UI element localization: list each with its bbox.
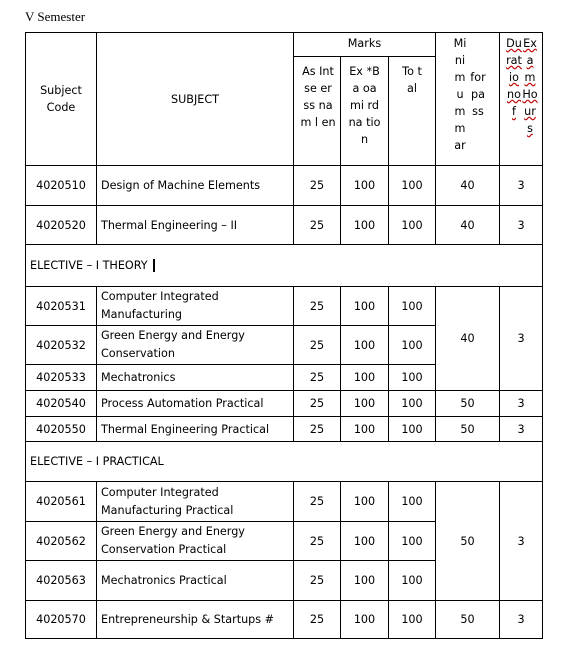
subject-code-cell: 4020510 xyxy=(26,166,97,206)
duration-cell: 3 xyxy=(500,166,543,206)
duration-col-a: Du rat io no f xyxy=(506,37,522,118)
section-title xyxy=(26,442,543,482)
subject-name-cell: Design of Machine Elements xyxy=(97,166,294,206)
subject-code-cell: 4020540 xyxy=(26,391,97,417)
duration-cell: 3 xyxy=(500,287,543,391)
duration-cell: 3 xyxy=(500,601,543,639)
table-row xyxy=(26,417,543,442)
table-row xyxy=(26,287,543,326)
board-marks-cell: 100 xyxy=(341,561,389,601)
subject-name-cell: Mechatronics xyxy=(97,365,294,391)
subject-code-cell: 4020520 xyxy=(26,206,97,245)
table-row xyxy=(26,206,543,245)
total-marks-cell: 100 xyxy=(389,417,436,442)
section-row-elective-practical xyxy=(26,442,543,482)
subject-name-cell: Process Automation Practical xyxy=(97,391,294,417)
internal-marks-cell: 25 xyxy=(294,326,341,365)
min-marks-cell: 40 xyxy=(436,206,500,245)
internal-marks-cell: 25 xyxy=(294,522,341,561)
subject-code-cell: 4020570 xyxy=(26,601,97,639)
table-row xyxy=(26,391,543,417)
internal-marks-cell: 25 xyxy=(294,561,341,601)
duration-cell: 3 xyxy=(500,391,543,417)
header-internal: As Intse er ss na m l en xyxy=(294,57,341,166)
min-marks-cell: 50 xyxy=(436,482,500,601)
total-marks-cell: 100 xyxy=(389,601,436,639)
section-row-elective-theory xyxy=(26,245,543,287)
board-marks-cell: 100 xyxy=(341,601,389,639)
header-subject-code: Subject Code xyxy=(26,33,97,166)
internal-marks-cell: 25 xyxy=(294,166,341,206)
subject-name-cell: Green Energy and Energy Conservation xyxy=(97,326,294,365)
subject-code-cell: 4020563 xyxy=(26,561,97,601)
subject-name-cell: Computer Integrated Manufacturing xyxy=(97,287,294,326)
subject-code-cell: 4020550 xyxy=(26,417,97,442)
internal-marks-cell: 25 xyxy=(294,206,341,245)
header-marks: Marks xyxy=(294,33,436,57)
internal-marks-cell: 25 xyxy=(294,287,341,326)
internal-marks-cell: 25 xyxy=(294,601,341,639)
total-marks-cell: 100 xyxy=(389,326,436,365)
subject-name-cell: Thermal Engineering – II xyxy=(97,206,294,245)
subject-code-cell: 4020562 xyxy=(26,522,97,561)
board-marks-cell: 100 xyxy=(341,365,389,391)
board-marks-cell: 100 xyxy=(341,287,389,326)
scheme-table xyxy=(25,32,543,639)
section-title xyxy=(26,245,543,287)
header-board-exam: Ex *Ba oa mi rd na tio n xyxy=(341,57,389,166)
subject-code-cell: 4020561 xyxy=(26,482,97,522)
subject-name-cell: Computer Integrated Manufacturing Practical xyxy=(97,482,294,522)
board-marks-cell: 100 xyxy=(341,206,389,245)
header-row-1 xyxy=(26,33,543,57)
table-row xyxy=(26,166,543,206)
duration-col-b: Ex a m Ho ur s xyxy=(522,37,538,135)
board-marks-cell: 100 xyxy=(341,326,389,365)
subject-name-cell: Thermal Engineering Practical xyxy=(97,417,294,442)
min-marks-cell: 40 xyxy=(436,166,500,206)
internal-marks-cell: 25 xyxy=(294,365,341,391)
board-marks-cell: 100 xyxy=(341,166,389,206)
text-cursor xyxy=(153,259,155,272)
board-marks-cell: 100 xyxy=(341,417,389,442)
subject-code-cell: 4020532 xyxy=(26,326,97,365)
header-total: To tal xyxy=(389,57,436,166)
total-marks-cell: 100 xyxy=(389,482,436,522)
total-marks-cell: 100 xyxy=(389,206,436,245)
subject-code-cell: 4020533 xyxy=(26,365,97,391)
total-marks-cell: 100 xyxy=(389,561,436,601)
internal-marks-cell: 25 xyxy=(294,417,341,442)
min-marks-cell: 40 xyxy=(436,287,500,391)
header-subject: SUBJECT xyxy=(97,33,294,166)
min-marks-col-b: for pa ss xyxy=(470,71,486,118)
header-duration xyxy=(500,33,543,166)
duration-cell: 3 xyxy=(500,206,543,245)
min-marks-cell: 50 xyxy=(436,601,500,639)
header-min-marks xyxy=(436,33,500,166)
min-marks-cell: 50 xyxy=(436,417,500,442)
subject-name-cell: Entrepreneurship & Startups # xyxy=(97,601,294,639)
semester-title: V Semester xyxy=(25,9,86,24)
subject-name-cell: Green Energy and Energy Conservation Practical xyxy=(97,522,294,561)
table-row xyxy=(26,601,543,639)
subject-name-cell: Mechatronics Practical xyxy=(97,561,294,601)
table-row xyxy=(26,482,543,522)
total-marks-cell: 100 xyxy=(389,166,436,206)
total-marks-cell: 100 xyxy=(389,522,436,561)
duration-cell: 3 xyxy=(500,482,543,601)
board-marks-cell: 100 xyxy=(341,391,389,417)
min-marks-col-a: Mi ni m u m m ar xyxy=(453,37,467,152)
internal-marks-cell: 25 xyxy=(294,482,341,522)
section-label: ELECTIVE – I PRACTICAL xyxy=(30,455,164,468)
min-marks-cell: 50 xyxy=(436,391,500,417)
total-marks-cell: 100 xyxy=(389,287,436,326)
board-marks-cell: 100 xyxy=(341,482,389,522)
internal-marks-cell: 25 xyxy=(294,391,341,417)
total-marks-cell: 100 xyxy=(389,391,436,417)
section-label: ELECTIVE – I THEORY xyxy=(30,258,148,272)
duration-cell: 3 xyxy=(500,417,543,442)
subject-code-cell: 4020531 xyxy=(26,287,97,326)
total-marks-cell: 100 xyxy=(389,365,436,391)
board-marks-cell: 100 xyxy=(341,522,389,561)
